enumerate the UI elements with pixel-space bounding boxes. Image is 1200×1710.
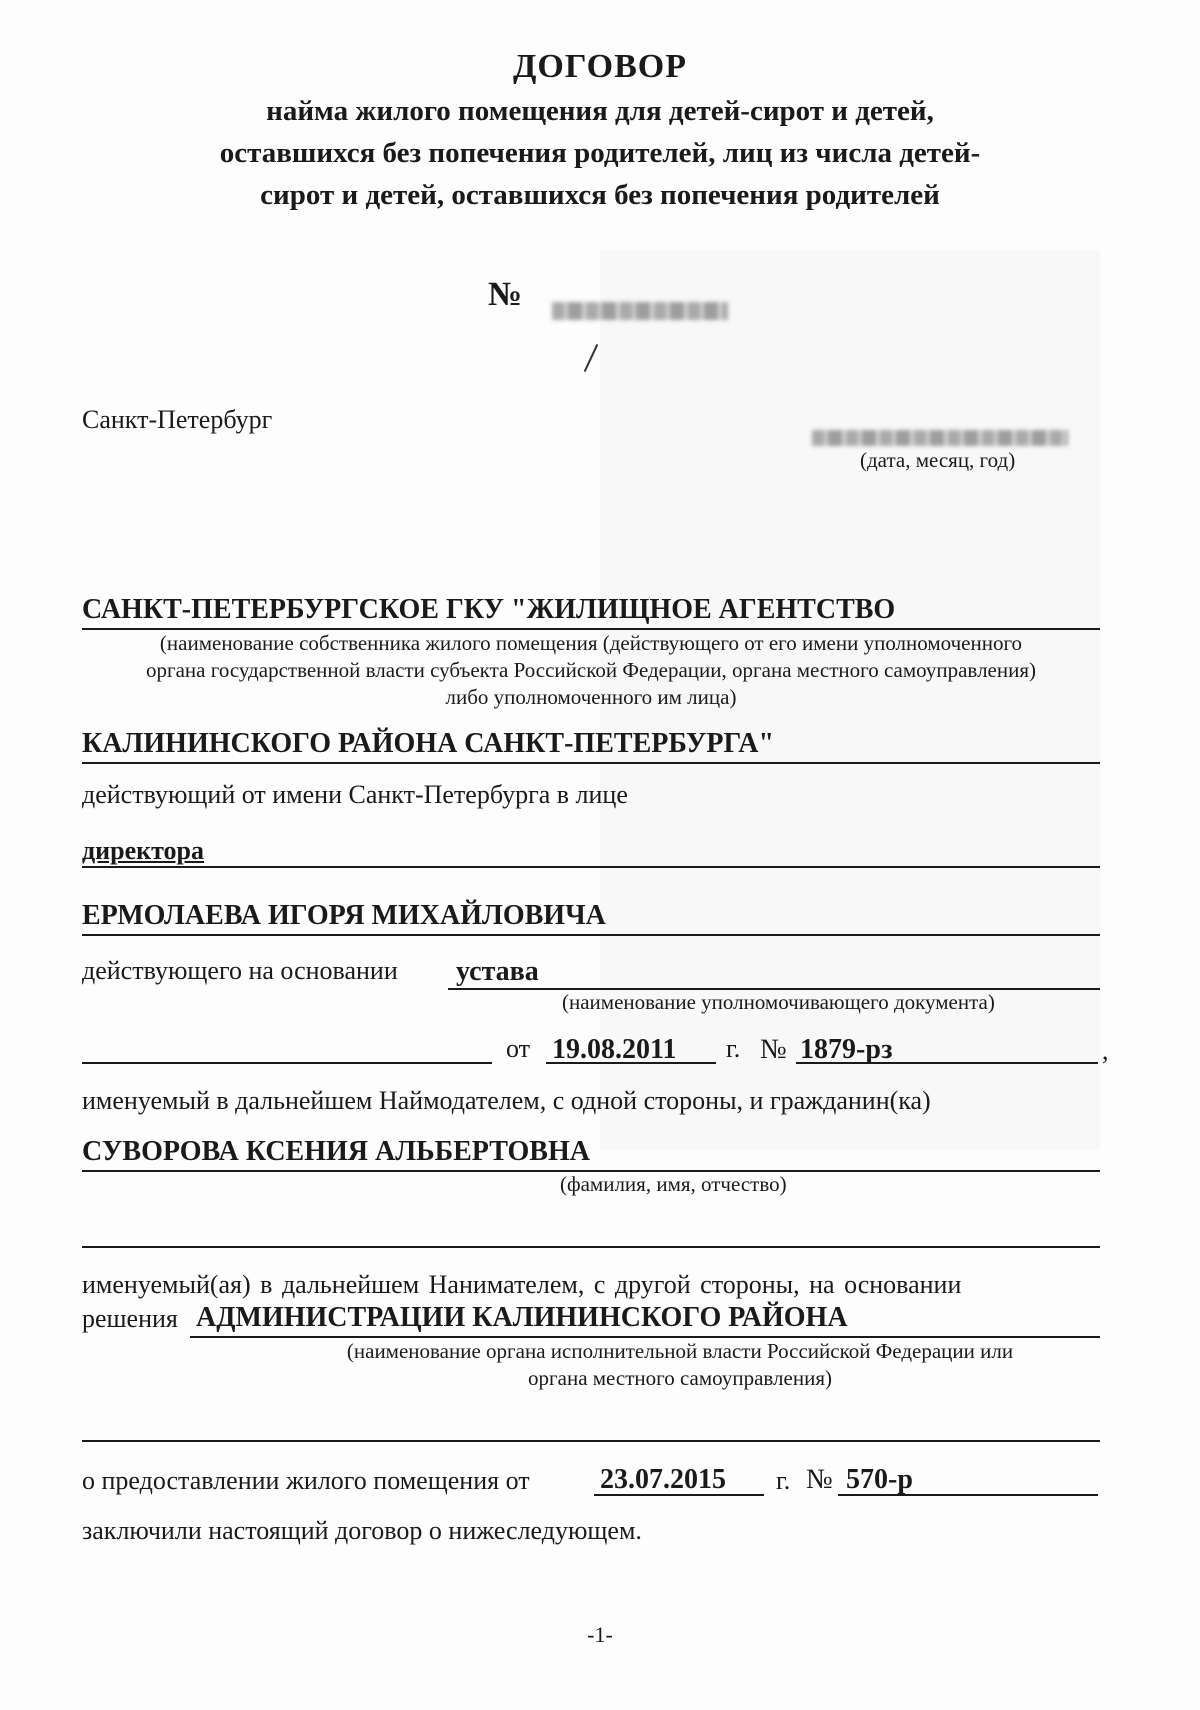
provision-year-label: г.: [776, 1466, 791, 1495]
redacted-date: [812, 430, 1068, 446]
underline: [594, 1494, 764, 1496]
provision-date: 23.07.2015: [600, 1464, 726, 1495]
comma: ,: [1102, 1036, 1109, 1065]
underline: [82, 934, 1100, 936]
subtitle-line-2: оставшихся без попечения родителей, лиц из числа детей-: [219, 137, 981, 169]
basis-from-label: от: [506, 1034, 531, 1063]
underline: [546, 1062, 716, 1064]
number-sign: №: [488, 276, 523, 313]
landlord-position: директора: [82, 836, 205, 865]
tenant-name-hint: (фамилия, имя, отчество): [560, 1172, 787, 1196]
underline: [838, 1494, 1098, 1496]
decision-org-hint: (наименование органа исполнительной власти Российской Федерации или органа местного самоуправления): [346, 1339, 1014, 1390]
basis-value: устава: [456, 956, 539, 987]
landlord-name-hint: (наименование собственника жилого помещения (действующего от его имени уполномоченного органа государственной власти субъекта Российской Федерации, органа местного самоуправления) либо уполномоченного им лица): [145, 631, 1036, 709]
blank-line: [82, 1440, 1100, 1442]
document-title: ДОГОВОР: [513, 48, 687, 85]
underline: [82, 762, 1100, 764]
landlord-name-line2: КАЛИНИНСКОГО РАЙОНА САНКТ-ПЕТЕРБУРГА": [82, 728, 775, 759]
provision-text: о предоставлении жилого помещения от: [82, 1466, 530, 1495]
handwritten-slash-mark: [584, 344, 598, 372]
underline: [82, 1062, 492, 1064]
blank-line: [82, 1246, 1100, 1248]
basis-year-label: г.: [726, 1034, 741, 1063]
landlord-name-line1: САНКТ-ПЕТЕРБУРГСКОЕ ГКУ "ЖИЛИЩНОЕ АГЕНТСТВО: [82, 594, 896, 625]
landlord-representative: ЕРМОЛАЕВА ИГОРЯ МИХАЙЛОВИЧА: [82, 900, 606, 931]
provision-number: 570-р: [846, 1464, 913, 1495]
acting-text: действующий от имени Санкт-Петербурга в лице: [82, 780, 628, 809]
page-number: -1-: [587, 1622, 613, 1647]
closing-text: заключили настоящий договор о нижеследующем.: [82, 1516, 642, 1545]
document-subtitle: [0, 90, 1200, 216]
decision-org: АДМИНИСТРАЦИИ КАЛИНИНСКОГО РАЙОНА: [196, 1302, 848, 1333]
subtitle-line-1: найма жилого помещения для детей-сирот и детей,: [266, 95, 934, 127]
basis-num-label: №: [760, 1034, 787, 1065]
city-label: Санкт-Петербург: [82, 405, 273, 434]
subtitle-line-3: сирот и детей, оставшихся без попечения родителей: [260, 179, 940, 211]
basis-number: 1879-рз: [800, 1034, 893, 1065]
basis-date: 19.08.2011: [552, 1034, 677, 1065]
basis-label: действующего на основании: [82, 956, 398, 985]
underline: [796, 1062, 1098, 1064]
underline: [82, 866, 1100, 868]
tenant-name: СУВОРОВА КСЕНИЯ АЛЬБЕРТОВНА: [82, 1136, 590, 1167]
landlord-named-text: именуемый в дальнейшем Наймодателем, с одной стороны, и гражданин(ка): [82, 1086, 931, 1115]
basis-hint: (наименование уполномочивающего документа): [562, 990, 995, 1014]
date-hint: (дата, месяц, год): [860, 448, 1016, 472]
redacted-contract-number: [552, 302, 728, 320]
tenant-named-text: именуемый(ая) в дальнейшем Нанимателем, с другой стороны, на основании: [82, 1270, 962, 1299]
provision-num-label: №: [806, 1464, 833, 1495]
decision-label: решения: [82, 1304, 178, 1333]
